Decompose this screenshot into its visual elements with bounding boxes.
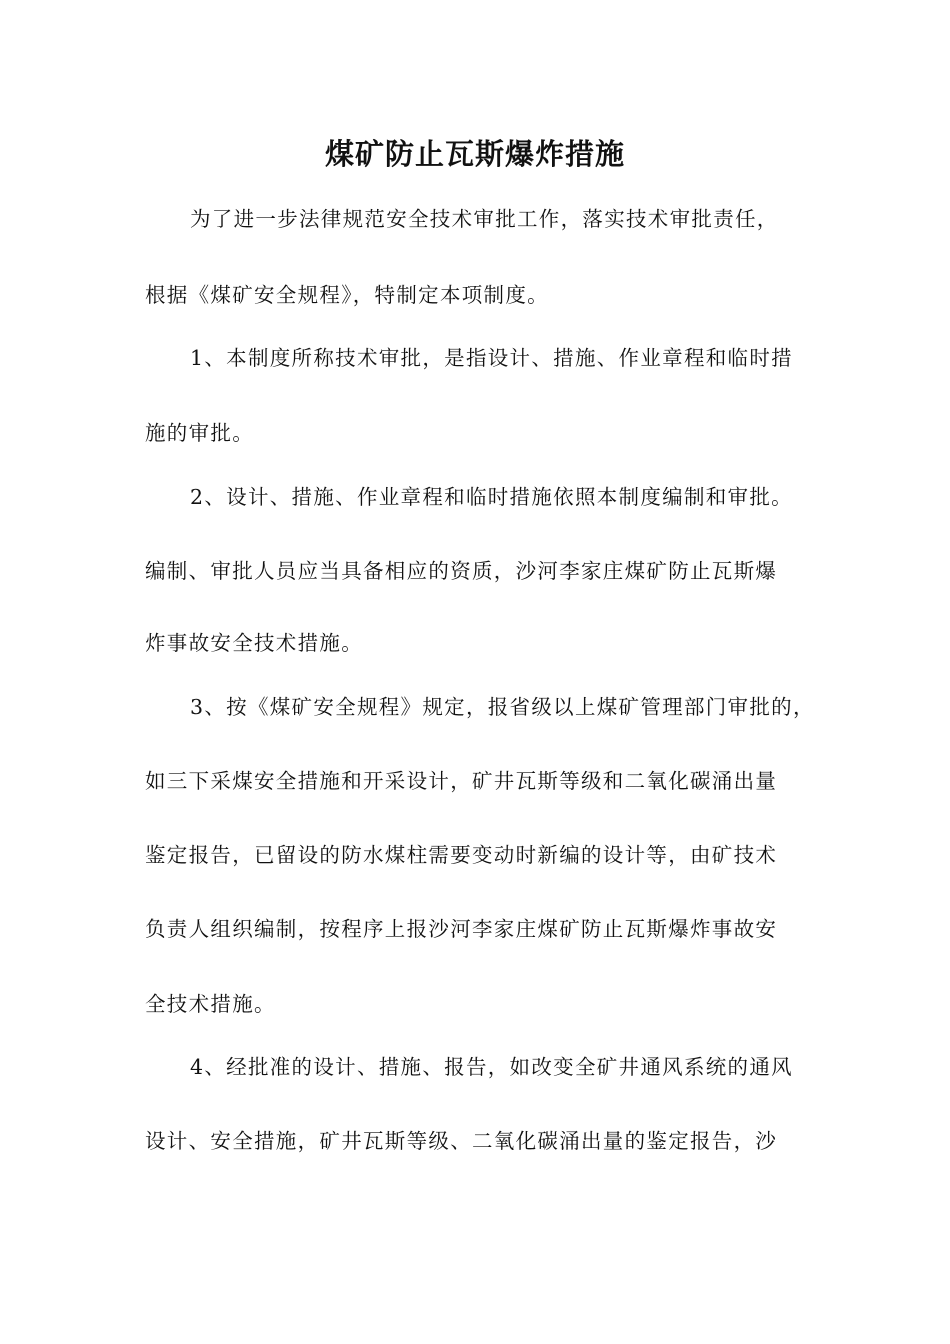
paragraph-line: 负责人组织编制，按程序上报沙河李家庄煤矿防止瓦斯爆炸事故安 [145, 917, 778, 941]
paragraph-line: 为了进一步法律规范安全技术审批工作，落实技术审批责任， [190, 207, 779, 231]
paragraph-line: 施的审批。 [145, 421, 254, 445]
paragraph-line: 1、本制度所称技术审批，是指设计、措施、作业章程和临时措 [190, 346, 793, 370]
document-title: 煤矿防止瓦斯爆炸措施 [324, 137, 625, 171]
paragraph-line: 4、经批准的设计、措施、报告，如改变全矿井通风系统的通风 [190, 1055, 793, 1079]
paragraph-line: 2、设计、措施、作业章程和临时措施依照本制度编制和审批。 [190, 485, 793, 509]
paragraph-line: 炸事故安全技术措施。 [145, 631, 363, 655]
paragraph-line: 3、按《煤矿安全规程》规定，报省级以上煤矿管理部门审批的， [190, 695, 815, 719]
paragraph-line: 鉴定报告，已留设的防水煤柱需要变动时新编的设计等，由矿技术 [145, 843, 778, 867]
paragraph-line: 编制、审批人员应当具备相应的资质，沙河李家庄煤矿防止瓦斯爆 [145, 559, 778, 583]
paragraph-line: 全技术措施。 [145, 992, 276, 1016]
paragraph-line: 设计、安全措施，矿井瓦斯等级、二氧化碳涌出量的鉴定报告，沙 [145, 1129, 778, 1153]
paragraph-line: 根据《煤矿安全规程》，特制定本项制度。 [145, 283, 549, 307]
paragraph-line: 如三下采煤安全措施和开采设计，矿井瓦斯等级和二氧化碳涌出量 [145, 769, 778, 793]
